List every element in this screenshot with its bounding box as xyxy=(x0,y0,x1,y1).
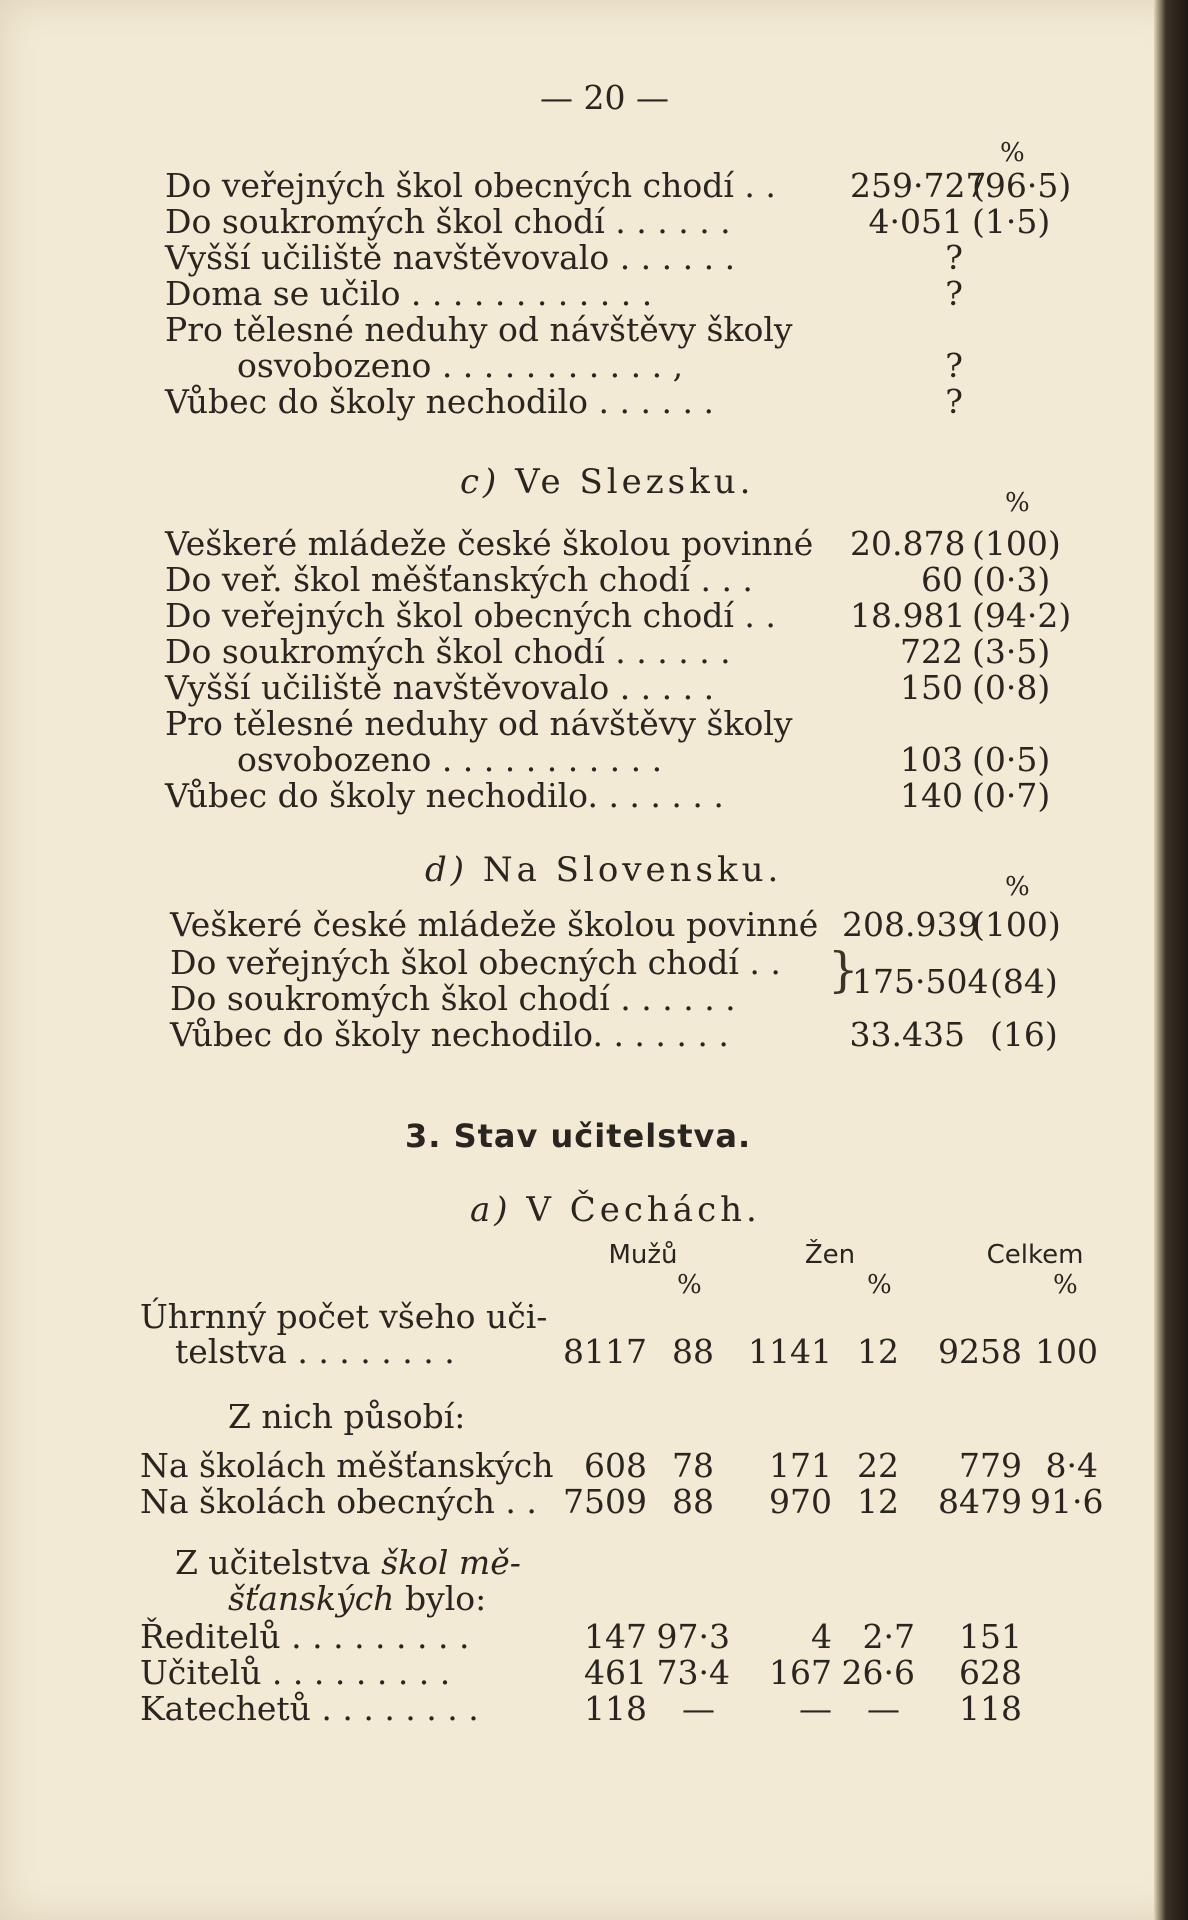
pct-symbol: % xyxy=(1005,488,1030,518)
note-text: škol mě- xyxy=(381,1543,521,1582)
cell: 171 xyxy=(769,1446,832,1485)
row-pct: (0·3) xyxy=(972,560,1051,599)
row-pct: (0·5) xyxy=(972,740,1051,779)
section-letter: a) xyxy=(470,1190,512,1230)
cell: 2·7 xyxy=(862,1617,915,1656)
cell: 9258 xyxy=(938,1332,1022,1371)
row-value: 20.878 xyxy=(850,524,966,563)
row-label: Do veřejných škol obecných chodí . . xyxy=(170,943,781,982)
row-label: Vůbec do školy nechodilo. . . . . . . xyxy=(165,776,724,815)
row-label: Pro tělesné neduhy od návštěvy školy xyxy=(165,310,793,349)
combined-value: 175·504 xyxy=(852,962,989,1001)
note-text: šťanských xyxy=(228,1579,395,1618)
cell: 88 xyxy=(672,1482,714,1521)
cell: 779 xyxy=(959,1446,1022,1485)
row-label: Vůbec do školy nechodilo. . . . . . . xyxy=(170,1015,729,1054)
row-label: Pro tělesné neduhy od návštěvy školy xyxy=(165,704,793,743)
cell: 118 xyxy=(959,1689,1022,1728)
cell: 970 xyxy=(769,1482,832,1521)
cell: 118 xyxy=(584,1689,647,1728)
row-label: Na školách obecných . . xyxy=(140,1482,537,1521)
cell: 147 xyxy=(584,1617,647,1656)
row-pct: (1·5) xyxy=(972,202,1051,241)
row-label: osvobozeno . . . . . . . . . . . , xyxy=(237,346,684,385)
row-label: Do soukromých škol chodí . . . . . . xyxy=(170,979,736,1018)
cell: — xyxy=(799,1689,832,1728)
row-value: 722 xyxy=(900,632,963,671)
row-pct: (3·5) xyxy=(972,632,1051,671)
cell: 97·3 xyxy=(656,1617,730,1656)
row-label: Do soukromých škol chodí . . . . . . xyxy=(165,202,731,241)
row-value: 60 xyxy=(921,560,963,599)
col-header-men: Mužů xyxy=(608,1240,678,1270)
section-title: Na Slovensku. xyxy=(482,850,783,890)
section-letter: d) xyxy=(425,850,469,890)
cell: — xyxy=(867,1689,900,1728)
cell: 461 xyxy=(584,1653,647,1692)
row-label: Vyšší učiliště navštěvovalo . . . . . . xyxy=(165,238,736,277)
row-label: Vyšší učiliště navštěvovalo . . . . . xyxy=(165,668,715,707)
cell: 88 xyxy=(672,1332,714,1371)
cell: — xyxy=(682,1689,715,1728)
row-label: telstva . . . . . . . . xyxy=(175,1332,455,1371)
row-pct: (100) xyxy=(972,524,1061,563)
row-pct: (16) xyxy=(990,1015,1058,1054)
note-text: bylo: xyxy=(404,1579,487,1618)
cell: 608 xyxy=(584,1446,647,1485)
row-value: 18.981 xyxy=(850,596,966,635)
row-value: ? xyxy=(945,238,963,277)
cell: 78 xyxy=(672,1446,714,1485)
cell: 22 xyxy=(857,1446,899,1485)
row-label: Doma se učilo . . . . . . . . . . . . xyxy=(165,274,653,313)
section-heading: 3. Stav učitelstva. xyxy=(405,1117,752,1155)
combined-brace: } xyxy=(828,942,859,998)
cell: 12 xyxy=(857,1482,899,1521)
row-value: ? xyxy=(945,346,963,385)
cell: 1141 xyxy=(748,1332,832,1371)
row-label: osvobozeno . . . . . . . . . . . xyxy=(237,740,663,779)
row-value: 103 xyxy=(900,740,963,779)
pct-symbol: % xyxy=(1000,138,1025,168)
pct-symbol: % xyxy=(867,1270,892,1300)
page-number: — 20 — xyxy=(540,78,669,117)
section-letter: c) xyxy=(460,462,501,502)
subheading: Z nich působí: xyxy=(228,1397,466,1436)
row-value: 4·051 xyxy=(868,202,963,241)
cell: 12 xyxy=(857,1332,899,1371)
row-label: Veškeré mládeže české školou povinné xyxy=(165,524,814,563)
row-pct: (0·8) xyxy=(972,668,1051,707)
cell: 8117 xyxy=(563,1332,647,1371)
row-label: Do veřejných škol obecných chodí . . xyxy=(165,596,776,635)
row-value: 33.435 xyxy=(849,1015,965,1054)
row-label: Ředitelů . . . . . . . . . xyxy=(140,1617,470,1656)
row-value: ? xyxy=(945,274,963,313)
row-value: 140 xyxy=(900,776,963,815)
row-value: ? xyxy=(945,382,963,421)
cell: 628 xyxy=(959,1653,1022,1692)
note-text: Z učitelstva xyxy=(175,1543,371,1582)
cell: 73·4 xyxy=(656,1653,730,1692)
row-label: Úhrnný počet všeho uči- xyxy=(140,1297,548,1336)
row-value: 259·727 xyxy=(850,166,987,205)
row-pct: (94·2) xyxy=(972,596,1072,635)
pct-symbol: % xyxy=(677,1270,702,1300)
note-line xyxy=(228,1579,486,1618)
pct-symbol: % xyxy=(1005,872,1030,902)
row-label: Vůbec do školy nechodilo . . . . . . xyxy=(165,382,714,421)
cell: 100 xyxy=(1035,1332,1098,1371)
row-label: Do soukromých škol chodí . . . . . . xyxy=(165,632,731,671)
row-pct: (100) xyxy=(972,905,1061,944)
row-label: Do veřejných škol obecných chodí . . xyxy=(165,166,776,205)
row-label: Do veř. škol měšťanských chodí . . . xyxy=(165,560,753,599)
cell: 4 xyxy=(811,1617,832,1656)
row-label: Katechetů . . . . . . . . xyxy=(140,1689,479,1728)
combined-pct: (84) xyxy=(990,962,1058,1001)
section-heading xyxy=(460,462,754,502)
row-pct: (0·7) xyxy=(972,776,1051,815)
section-heading xyxy=(425,850,782,890)
cell: 8·4 xyxy=(1045,1446,1098,1485)
cell: 167 xyxy=(769,1653,832,1692)
cell: 8479 xyxy=(938,1482,1022,1521)
col-header-total: Celkem xyxy=(986,1240,1084,1270)
note-line xyxy=(175,1543,521,1582)
row-pct: (96·5) xyxy=(972,166,1072,205)
cell: 26·6 xyxy=(841,1653,915,1692)
cell: 91·6 xyxy=(1030,1482,1104,1521)
col-header-women: Žen xyxy=(804,1240,856,1270)
pct-symbol: % xyxy=(1053,1270,1078,1300)
row-value: 150 xyxy=(900,668,963,707)
cell: 151 xyxy=(959,1617,1022,1656)
row-value: 208.939 xyxy=(842,905,979,944)
cell: 7509 xyxy=(563,1482,647,1521)
section-title: Ve Slezsku. xyxy=(515,462,755,502)
row-label: Učitelů . . . . . . . . . xyxy=(140,1653,451,1692)
page-edge xyxy=(1154,0,1188,1920)
row-label: Veškeré české mládeže školou povinné xyxy=(170,905,819,944)
subsection-heading xyxy=(470,1190,761,1230)
row-label: Na školách měšťanských xyxy=(140,1446,554,1485)
section-title: V Čechách. xyxy=(526,1190,761,1230)
